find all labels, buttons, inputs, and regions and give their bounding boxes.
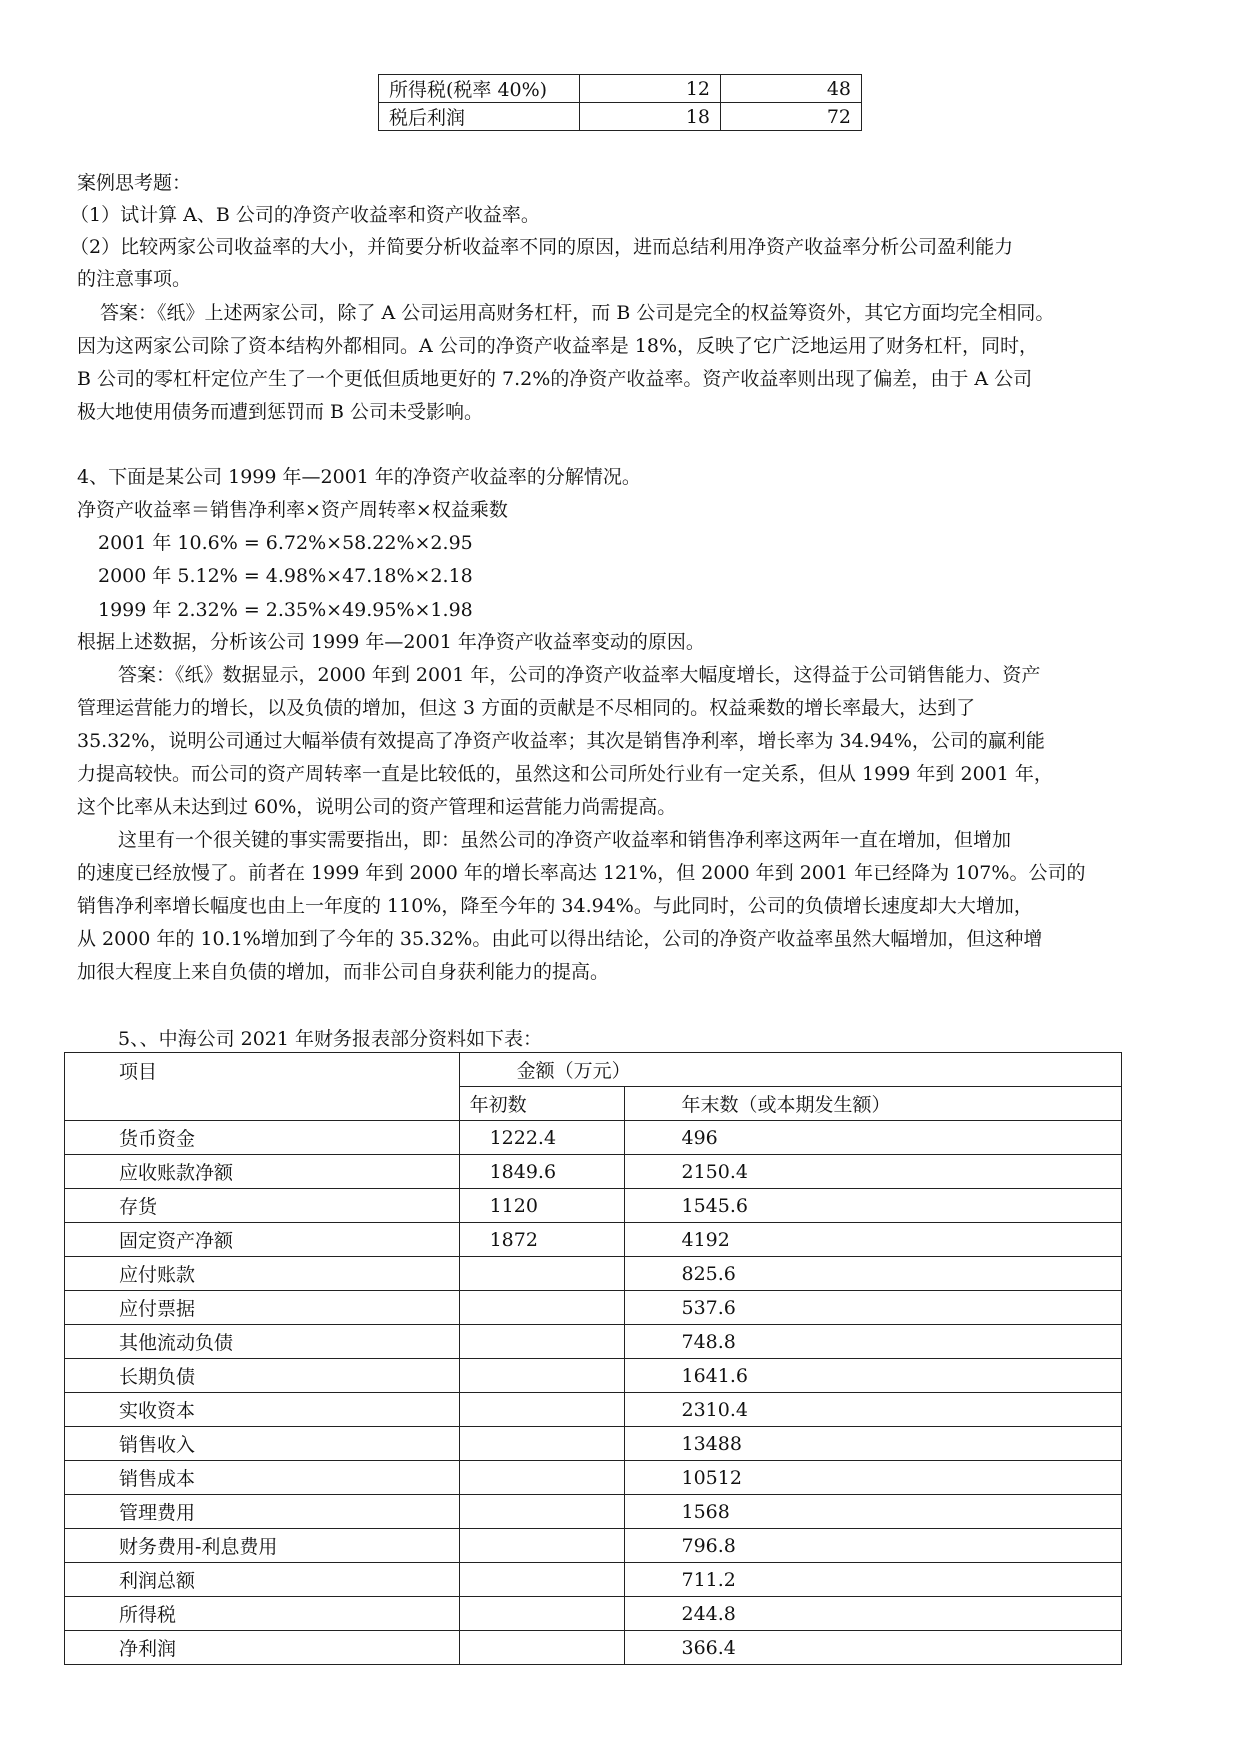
row-end-value: 748.8 <box>625 1325 1122 1359</box>
row-end-value: 2150.4 <box>625 1155 1122 1189</box>
row-begin-value <box>459 1529 625 1563</box>
table-row <box>65 1427 1122 1461</box>
table-row <box>65 1325 1122 1359</box>
row-value-b: 48 <box>721 75 862 103</box>
table-row <box>65 1223 1122 1257</box>
financial-table <box>64 1052 1122 1665</box>
row-value-b: 72 <box>721 103 862 131</box>
q4-answer-line: 从 2000 年的 10.1%增加到了今年的 35.32%。由此可以得出结论，公司的净资产收益率虽然大幅增加，但这种增 <box>77 928 1043 950</box>
row-label: 实收资本 <box>65 1393 460 1427</box>
case-answer-line: 极大地使用债务而遭到惩罚而 B 公司未受影响。 <box>77 401 484 423</box>
q4-answer-line: 力提高较快。而公司的资产周转率一直是比较低的，虽然这和公司所处行业有一定关系，但从 1999 年到 2001 年， <box>77 763 1053 785</box>
row-label: 所得税(税率 40%) <box>379 75 580 103</box>
row-label: 所得税 <box>65 1597 460 1631</box>
table-row <box>65 1597 1122 1631</box>
q4-answer-line: 这里有一个很关键的事实需要指出，即：虽然公司的净资产收益率和销售净利率这两年一直在增加，但增加 <box>118 829 1012 851</box>
row-begin-value <box>459 1325 625 1359</box>
table-row <box>65 1257 1122 1291</box>
row-label: 销售收入 <box>65 1427 460 1461</box>
table-row <box>65 1529 1122 1563</box>
row-label: 利润总额 <box>65 1563 460 1597</box>
row-end-value: 1545.6 <box>625 1189 1122 1223</box>
q4-year-2001: 2001 年 10.6% = 6.72%×58.22%×2.95 <box>98 532 473 554</box>
table-row <box>65 1393 1122 1427</box>
row-label: 应收账款净额 <box>65 1155 460 1189</box>
row-begin-value: 1872 <box>459 1223 625 1257</box>
case-question-1: （1）试计算 A、B 公司的净资产收益率和资产收益率。 <box>70 204 540 226</box>
row-begin-value <box>459 1461 625 1495</box>
row-begin-value: 1849.6 <box>459 1155 625 1189</box>
row-label: 货币资金 <box>65 1121 460 1155</box>
row-end-value: 825.6 <box>625 1257 1122 1291</box>
case-answer-line: 因为这两家公司除了资本结构外都相同。A 公司的净资产收益率是 18%，反映了它广泛地运用了财务杠杆，同时， <box>77 335 1039 357</box>
row-end-value: 1568 <box>625 1495 1122 1529</box>
row-begin-value: 1222.4 <box>459 1121 625 1155</box>
row-end-value: 13488 <box>625 1427 1122 1461</box>
table-row <box>65 1189 1122 1223</box>
header-amount: 金额（万元） <box>459 1053 1121 1087</box>
row-end-value: 244.8 <box>625 1597 1122 1631</box>
header-end: 年末数（或本期发生额） <box>625 1087 1122 1121</box>
table-row <box>65 1631 1122 1665</box>
row-label: 财务费用-利息费用 <box>65 1529 460 1563</box>
row-begin-value <box>459 1291 625 1325</box>
table-row <box>65 1359 1122 1393</box>
q5-title: 5、、中海公司 2021 年财务报表部分资料如下表： <box>118 1028 543 1050</box>
q4-answer-line: 这个比率从未达到过 60%，说明公司的资产管理和运营能力尚需提高。 <box>77 796 677 818</box>
row-label: 净利润 <box>65 1631 460 1665</box>
table-row <box>65 1121 1122 1155</box>
q4-answer-line: 35.32%，说明公司通过大幅举债有效提高了净资产收益率；其次是销售净利率，增长率为 34.94%，公司的赢利能 <box>77 730 1045 752</box>
q4-answer-line: 的速度已经放慢了。前者在 1999 年到 2000 年的增长率高达 121%，但 2000 年到 2001 年已经降为 107%。公司的 <box>77 862 1086 884</box>
q4-answer-line: 加很大程度上来自负债的增加，而非公司自身获利能力的提高。 <box>77 961 610 983</box>
header-item: 项目 <box>65 1053 460 1121</box>
q4-prompt: 根据上述数据，分析该公司 1999 年—2001 年净资产收益率变动的原因。 <box>77 631 705 653</box>
q4-year-1999: 1999 年 2.32% = 2.35%×49.95%×1.98 <box>98 599 473 621</box>
table-row <box>379 75 862 103</box>
row-begin-value <box>459 1563 625 1597</box>
table-row <box>65 1461 1122 1495</box>
row-begin-value <box>459 1495 625 1529</box>
q4-answer-line: 管理运营能力的增长，以及负债的增加，但这 3 方面的贡献是不尽相同的。权益乘数的增长率最大，达到了 <box>77 697 976 719</box>
row-end-value: 496 <box>625 1121 1122 1155</box>
row-label: 管理费用 <box>65 1495 460 1529</box>
tax-profit-table <box>378 74 862 131</box>
row-label: 销售成本 <box>65 1461 460 1495</box>
row-label: 固定资产净额 <box>65 1223 460 1257</box>
row-begin-value <box>459 1359 625 1393</box>
row-label: 长期负债 <box>65 1359 460 1393</box>
financial-table-body <box>65 1053 1122 1665</box>
case-question-2-cont: 的注意事项。 <box>77 268 192 290</box>
case-question-2: （2）比较两家公司收益率的大小，并简要分析收益率不同的原因，进而总结利用净资产收益率分析公司盈利能力 <box>70 236 1014 258</box>
q4-answer-line: 答案：《纸》数据显示，2000 年到 2001 年，公司的净资产收益率大幅度增长，这得益于公司销售能力、资产 <box>118 664 1041 686</box>
row-end-value: 10512 <box>625 1461 1122 1495</box>
row-value-a: 12 <box>580 75 721 103</box>
row-end-value: 711.2 <box>625 1563 1122 1597</box>
table-row <box>65 1291 1122 1325</box>
row-begin-value <box>459 1393 625 1427</box>
row-label: 其他流动负债 <box>65 1325 460 1359</box>
table-row <box>65 1563 1122 1597</box>
table-row <box>65 1155 1122 1189</box>
row-end-value: 1641.6 <box>625 1359 1122 1393</box>
case-heading: 案例思考题： <box>77 172 192 194</box>
q4-title: 4、下面是某公司 1999 年—2001 年的净资产收益率的分解情况。 <box>77 466 641 488</box>
row-begin-value <box>459 1631 625 1665</box>
row-value-a: 18 <box>580 103 721 131</box>
table-row <box>379 103 862 131</box>
header-begin: 年初数 <box>459 1087 625 1121</box>
q4-answer-line: 销售净利率增长幅度也由上一年度的 110%，降至今年的 34.94%。与此同时，公司的负债增长速度却大大增加， <box>77 895 1033 917</box>
row-begin-value: 1120 <box>459 1189 625 1223</box>
q4-year-2000: 2000 年 5.12% = 4.98%×47.18%×2.18 <box>98 565 473 587</box>
row-label: 应付票据 <box>65 1291 460 1325</box>
row-end-value: 537.6 <box>625 1291 1122 1325</box>
row-end-value: 2310.4 <box>625 1393 1122 1427</box>
row-end-value: 4192 <box>625 1223 1122 1257</box>
row-label: 存货 <box>65 1189 460 1223</box>
case-answer-line: B 公司的零杠杆定位产生了一个更低但质地更好的 7.2%的净资产收益率。资产收益率则出现了偏差，由于 A 公司 <box>77 368 1033 390</box>
row-begin-value <box>459 1427 625 1461</box>
row-begin-value <box>459 1597 625 1631</box>
row-end-value: 366.4 <box>625 1631 1122 1665</box>
row-label: 税后利润 <box>379 103 580 131</box>
row-label: 应付账款 <box>65 1257 460 1291</box>
case-answer-line: 答案：《纸》上述两家公司，除了 A 公司运用高财务杠杆，而 B 公司是完全的权益筹资外，其它方面均完全相同。 <box>100 302 1055 324</box>
table-row <box>65 1495 1122 1529</box>
row-begin-value <box>459 1257 625 1291</box>
q4-formula: 净资产收益率＝销售净利率×资产周转率×权益乘数 <box>77 499 508 521</box>
table-header-row <box>65 1053 1122 1087</box>
row-end-value: 796.8 <box>625 1529 1122 1563</box>
tax-profit-table-body <box>379 75 862 131</box>
